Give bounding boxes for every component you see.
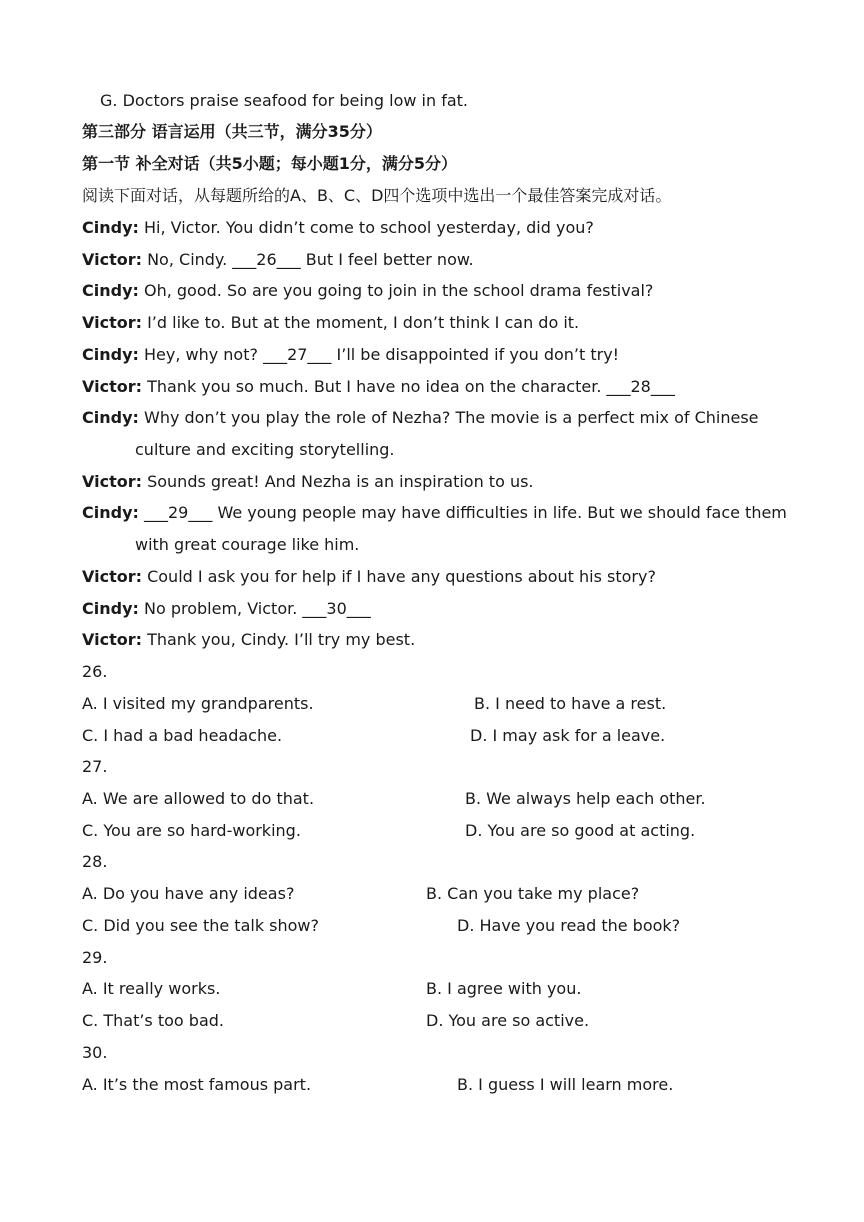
speaker-name: Cindy:: [82, 218, 139, 237]
dialogue-line: [82, 281, 653, 301]
option-a[interactable]: A. Do you have any ideas?: [82, 884, 295, 903]
dialogue-text: Sounds great! And Nezha is an inspiration to us.: [142, 472, 534, 491]
option-a[interactable]: A. It’s the most famous part.: [82, 1075, 312, 1094]
dialogue-continuation: culture and exciting storytelling.: [135, 440, 395, 459]
speaker-name: Victor:: [82, 377, 142, 396]
dialogue-line: [82, 408, 759, 428]
dialogue-line: [82, 250, 474, 270]
option-a[interactable]: A. It really works.: [82, 979, 221, 998]
option-c[interactable]: C. I had a bad headache.: [82, 726, 283, 745]
dialogue-line: [82, 599, 371, 619]
dialogue-line: [82, 630, 415, 650]
dialogue-text: Oh, good. So are you going to join in the school drama festival?: [138, 281, 654, 300]
dialogue-continuation: with great courage like him.: [135, 535, 360, 554]
speaker-name: Cindy:: [82, 599, 139, 618]
option-a[interactable]: A. We are allowed to do that.: [82, 789, 315, 808]
option-b[interactable]: B. I need to have a rest.: [474, 694, 667, 713]
question-number: 26.: [82, 662, 108, 681]
speaker-name: Cindy:: [82, 408, 139, 427]
dialogue-line: [82, 313, 579, 333]
question-number: 27.: [82, 757, 108, 776]
dialogue-text: ___29___ We young people may have difficulties in life. But we should face them: [138, 503, 787, 522]
dialogue-text: No, Cindy. ___26___ But I feel better now.: [142, 250, 474, 269]
option-d[interactable]: D. I may ask for a leave.: [470, 726, 666, 745]
instructions: 阅读下面对话，从每题所给的A、B、C、D四个选项中选出一个最佳答案完成对话。: [82, 186, 672, 205]
speaker-name: Victor:: [82, 472, 142, 491]
dialogue-text: No problem, Victor. ___30___: [138, 599, 371, 618]
dialogue-text: Thank you, Cindy. I’ll try my best.: [142, 630, 416, 649]
option-d[interactable]: D. You are so active.: [426, 1011, 590, 1030]
option-d[interactable]: D. You are so good at acting.: [465, 821, 696, 840]
dialogue-line: [82, 218, 594, 238]
question-number: 30.: [82, 1043, 108, 1062]
top-item-g: G. Doctors praise seafood for being low in fat.: [100, 91, 469, 110]
option-b[interactable]: B. I guess I will learn more.: [457, 1075, 674, 1094]
question-number: 28.: [82, 852, 108, 871]
speaker-name: Victor:: [82, 250, 142, 269]
dialogue-line: [82, 377, 675, 397]
speaker-name: Cindy:: [82, 503, 139, 522]
dialogue-text: Thank you so much. But I have no idea on the character. ___28___: [142, 377, 675, 396]
dialogue-text: Why don’t you play the role of Nezha? The movie is a perfect mix of Chinese: [138, 408, 759, 427]
dialogue-text: Hey, why not? ___27___ I’ll be disappointed if you don’t try!: [138, 345, 620, 364]
option-b[interactable]: B. We always help each other.: [465, 789, 706, 808]
part-title: 第三部分 语言运用（共三节，满分35分）: [82, 122, 382, 141]
dialogue-text: Hi, Victor. You didn’t come to school yesterday, did you?: [138, 218, 594, 237]
speaker-name: Cindy:: [82, 281, 139, 300]
speaker-name: Victor:: [82, 313, 142, 332]
dialogue-line: [82, 503, 787, 523]
option-d[interactable]: D. Have you read the book?: [457, 916, 681, 935]
option-c[interactable]: C. That’s too bad.: [82, 1011, 224, 1030]
dialogue-text: Could I ask you for help if I have any questions about his story?: [142, 567, 656, 586]
option-b[interactable]: B. Can you take my place?: [426, 884, 640, 903]
option-c[interactable]: C. Did you see the talk show?: [82, 916, 320, 935]
dialogue-line: [82, 472, 534, 492]
dialogue-line: [82, 345, 619, 365]
dialogue-text: I’d like to. But at the moment, I don’t think I can do it.: [142, 313, 580, 332]
option-b[interactable]: B. I agree with you.: [426, 979, 582, 998]
speaker-name: Cindy:: [82, 345, 139, 364]
speaker-name: Victor:: [82, 567, 142, 586]
dialogue-line: [82, 567, 656, 587]
option-a[interactable]: A. I visited my grandparents.: [82, 694, 314, 713]
speaker-name: Victor:: [82, 630, 142, 649]
question-number: 29.: [82, 948, 108, 967]
section-title: 第一节 补全对话（共5小题；每小题1分，满分5分）: [82, 154, 457, 173]
option-c[interactable]: C. You are so hard-working.: [82, 821, 301, 840]
